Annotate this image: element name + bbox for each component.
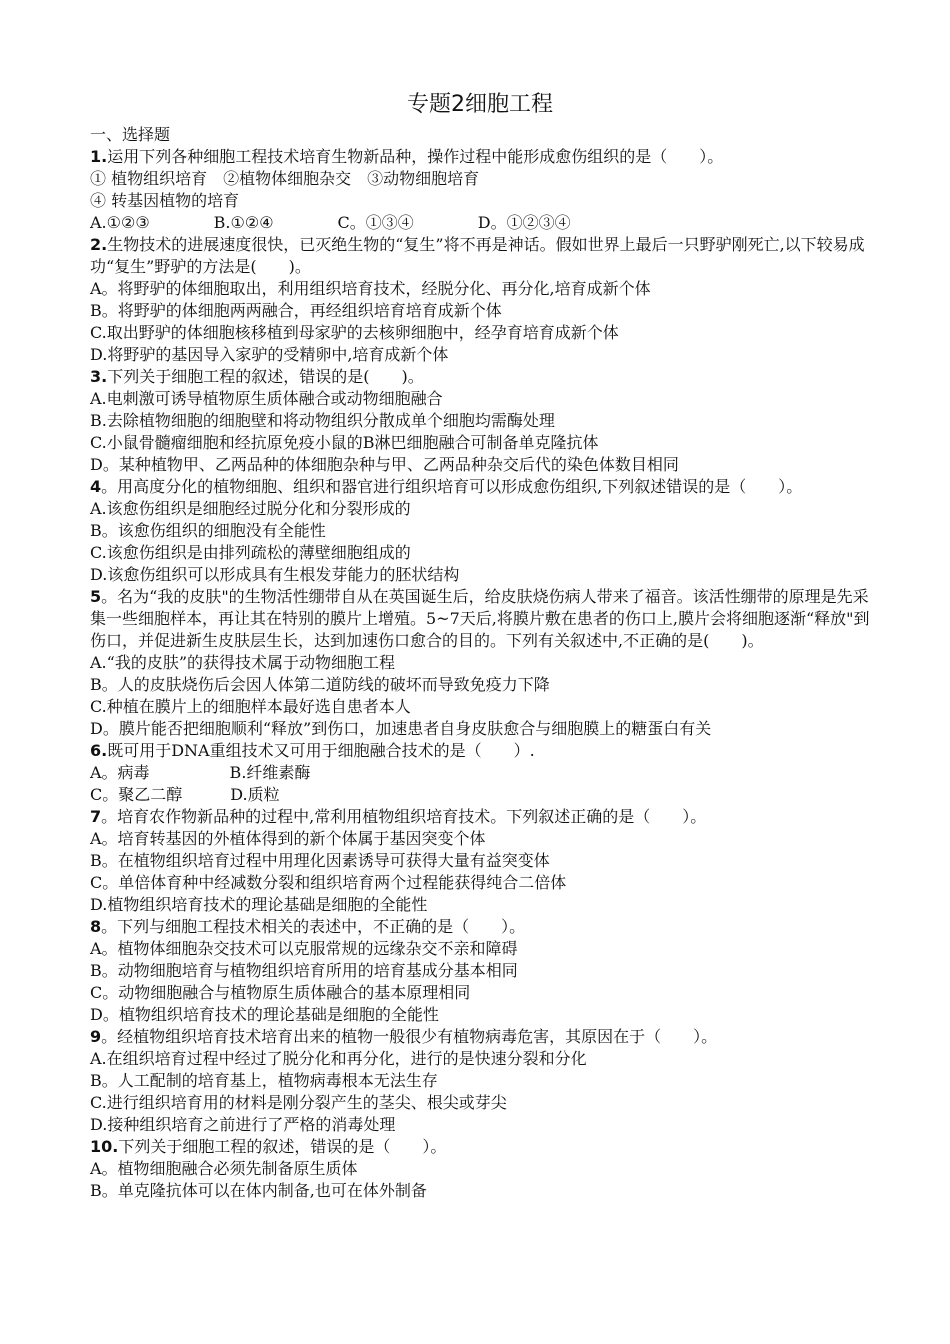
question-text: 生物技术的进展速度很快，已灭绝生物的“复生”将不再是神话。假如世界上最后一只野驴刚死亡,以下较易成功“复生”野驴的方法是( )。 — [90, 235, 865, 276]
question-number: 6. — [90, 741, 108, 760]
question-number: 9 — [90, 1027, 102, 1046]
question-stem — [90, 234, 870, 278]
option-line: B。人的皮肤烧伤后会因人体第二道防线的破坏而导致免疫力下降 — [90, 675, 550, 694]
question-text: 下列关于细胞工程的叙述，错误的是（ ）。 — [118, 1137, 447, 1156]
question-text: 既可用于DNA重组技术又可用于细胞融合技术的是（ ）. — [107, 741, 535, 760]
question-text: 。用高度分化的植物细胞、组织和器官进行组织培育可以形成愈伤组织,下列叙述错误的是（ ）。 — [101, 477, 803, 496]
question-stem — [90, 916, 870, 938]
document-page — [90, 90, 870, 1202]
option-line: B。单克隆抗体可以在体内制备,也可在体外制备 — [90, 1181, 427, 1200]
option-line: ④ 转基因植物的培育 — [90, 191, 240, 210]
question-stem — [90, 146, 870, 168]
question-text: 下列关于细胞工程的叙述，错误的是( )。 — [107, 367, 424, 386]
option-line: D.接种组织培育之前进行了严格的消毒处理 — [90, 1115, 396, 1134]
question-number: 8 — [90, 917, 102, 936]
option-line: B。在植物组织培育过程中用理化因素诱导可获得大量有益突变体 — [90, 851, 550, 870]
option-line: C.该愈伤组织是由排列疏松的薄壁细胞组成的 — [90, 543, 411, 562]
question-stem — [90, 366, 870, 388]
question-1 — [90, 146, 870, 234]
question-7 — [90, 806, 870, 916]
question-stem — [90, 740, 870, 762]
page-title: 专题2细胞工程 — [407, 92, 553, 117]
question-text: 。下列与细胞工程技术相关的表述中，不正确的是（ ）。 — [101, 917, 526, 936]
question-text: 。名为“我的皮肤"的生物活性绷带自从在英国诞生后，给皮肤烧伤病人带来了福音。该活性绷带的原理是先采集一些细胞样本，再让其在特别的膜片上增殖。5~7天后,将膜片敷在患者的伤口上,膜片会将细胞逐渐“释放"到伤口，并促进新生皮肤层生长，达到加速伤口愈合的目的。下列有关叙述中,不正确的是( )。 — [90, 587, 870, 650]
question-4 — [90, 476, 870, 586]
option-line: ① 植物组织培育 ②植物体细胞杂交 ③动物细胞培育 — [90, 169, 480, 188]
section-heading: 一、选择题 — [90, 125, 171, 144]
option-line: C.进行组织培育用的材料是刚分裂产生的茎尖、根尖或芽尖 — [90, 1093, 507, 1112]
question-stem — [90, 1026, 870, 1048]
option-line: A.电刺激可诱导植物原生质体融合或动物细胞融合 — [90, 389, 443, 408]
option-line: B。人工配制的培育基上，植物病毒根本无法生存 — [90, 1071, 438, 1090]
question-text: 运用下列各种细胞工程技术培育生物新品种，操作过程中能形成愈伤组织的是（ ）。 — [107, 147, 724, 166]
option-line: A。植物体细胞杂交技术可以克服常规的远缘杂交不亲和障碍 — [90, 939, 518, 958]
option-line: B。动物细胞培育与植物组织培育所用的培育基成分基本相同 — [90, 961, 518, 980]
question-stem — [90, 476, 870, 498]
question-stem — [90, 806, 870, 828]
option-line: C。单倍体育种中经减数分裂和组织培育两个过程能获得纯合二倍体 — [90, 873, 567, 892]
option-line: B.去除植物细胞的细胞壁和将动物组织分散成单个细胞均需酶处理 — [90, 411, 555, 430]
question-stem — [90, 1136, 870, 1158]
question-stem — [90, 586, 870, 652]
question-text: 。经植物组织培育技术培育出来的植物一般很少有植物病毒危害，其原因在于（ ）。 — [101, 1027, 718, 1046]
option-line: A。培育转基因的外植体得到的新个体属于基因突变个体 — [90, 829, 486, 848]
question-number: 3. — [90, 367, 108, 386]
option-line: D.植物组织培育技术的理论基础是细胞的全能性 — [90, 895, 428, 914]
option-line: D。某种植物甲、乙两品种的体细胞杂种与甲、乙两品种杂交后代的染色体数目相同 — [90, 455, 679, 474]
question-6 — [90, 740, 870, 806]
option-line: A.①②③ B.①②④ C。①③④ D。①②③④ — [90, 213, 571, 232]
option-line: A。植物细胞融合必须先制备原生质体 — [90, 1159, 358, 1178]
option-line: C。动物细胞融合与植物原生质体融合的基本原理相同 — [90, 983, 471, 1002]
option-line: D。膜片能否把细胞顺利“释放”到伤口，加速患者自身皮肤愈合与细胞膜上的糖蛋白有关 — [90, 719, 712, 738]
question-number: 10. — [90, 1137, 119, 1156]
question-text: 。培育农作物新品种的过程中,常利用植物组织培育技术。下列叙述正确的是（ ）。 — [101, 807, 707, 826]
question-number: 5 — [90, 587, 102, 606]
question-number: 2. — [90, 235, 108, 254]
option-line: B。该愈伤组织的细胞没有全能性 — [90, 521, 326, 540]
question-8 — [90, 916, 870, 1026]
question-number: 1. — [90, 147, 108, 166]
option-line: A.“我的皮肤”的获得技术属于动物细胞工程 — [90, 653, 396, 672]
option-line: C.种植在膜片上的细胞样本最好选自患者本人 — [90, 697, 411, 716]
question-number: 7 — [90, 807, 102, 826]
question-10 — [90, 1136, 870, 1202]
option-line: D.将野驴的基因导入家驴的受精卵中,培育成新个体 — [90, 345, 449, 364]
option-line: D.该愈伤组织可以形成具有生根发芽能力的胚状结构 — [90, 565, 460, 584]
option-line: D。植物组织培育技术的理论基础是细胞的全能性 — [90, 1005, 439, 1024]
question-3 — [90, 366, 870, 476]
question-5 — [90, 586, 870, 740]
question-list — [90, 146, 870, 1202]
option-line: C.取出野驴的体细胞核移植到母家驴的去核卵细胞中，经孕育培育成新个体 — [90, 323, 619, 342]
option-line: C。聚乙二醇 D.质粒 — [90, 785, 280, 804]
option-line: C.小鼠骨髓瘤细胞和经抗原免疫小鼠的B淋巴细胞融合可制备单克隆抗体 — [90, 433, 599, 452]
question-9 — [90, 1026, 870, 1136]
option-line: A.该愈伤组织是细胞经过脱分化和分裂形成的 — [90, 499, 411, 518]
option-line: A。将野驴的体细胞取出，利用组织培育技术，经脱分化、再分化,培育成新个体 — [90, 279, 651, 298]
option-line: A.在组织培育过程中经过了脱分化和再分化，进行的是快速分裂和分化 — [90, 1049, 587, 1068]
question-2 — [90, 234, 870, 366]
option-line: B。将野驴的体细胞两两融合，再经组织培育培育成新个体 — [90, 301, 502, 320]
option-line: A。病毒 B.纤维素酶 — [90, 763, 311, 782]
question-number: 4 — [90, 477, 102, 496]
